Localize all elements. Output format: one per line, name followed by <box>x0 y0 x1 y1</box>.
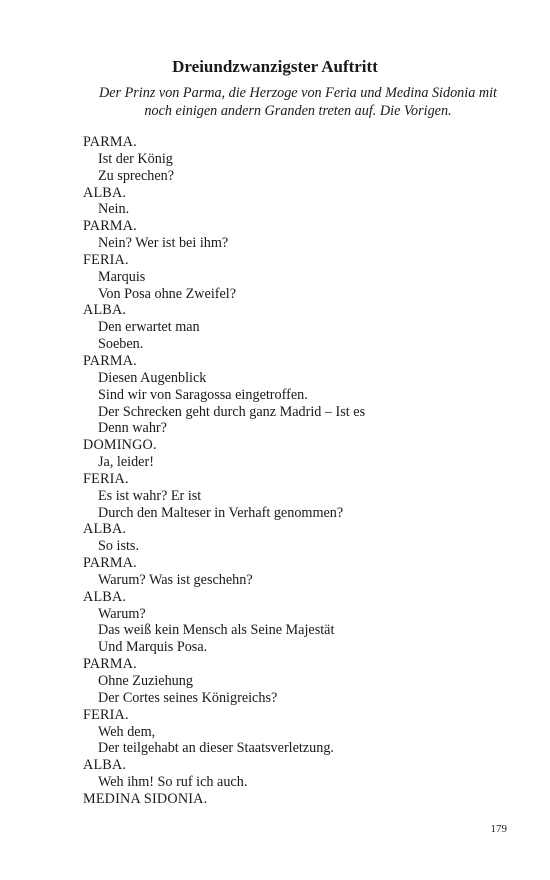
verse-line: Ja, leider! <box>98 454 154 471</box>
verse-line: Ohne Zuziehung <box>98 673 193 689</box>
speaker-name: ALBA. <box>83 757 127 774</box>
verse-line: Und Marquis Posa. <box>98 639 208 656</box>
verse-line: Der Cortes seines Königreichs? <box>98 689 278 706</box>
page-number: 179 <box>490 823 507 835</box>
speaker-name: PARMA. <box>83 218 137 235</box>
verse-line: Den erwartet man <box>98 319 200 336</box>
verse-line: Weh ihm! So ruf ich auch. <box>98 774 248 791</box>
speaker-name: FERIA. <box>83 470 129 487</box>
speaker-name: ALBA. <box>83 588 127 605</box>
verse-line: Marquis <box>98 268 146 285</box>
verse-line: Warum? <box>98 605 146 622</box>
speaker-name: FERIA. <box>83 706 129 723</box>
verse-line: Von Posa ohne Zweifel? <box>98 285 237 302</box>
verse-line: Denn wahr? <box>98 420 167 437</box>
speaker-name: PARMA. <box>83 555 137 572</box>
stage-direction: Der Prinz von Parma, die Herzoge von Feria und Medina Sidonia mit noch einigen andern Granden treten auf. Die Vorigen. <box>99 85 497 119</box>
speaker-name: ALBA. <box>83 184 127 201</box>
verse-line: Der teilgehabt an dieser Staatsverletzung. <box>98 740 334 757</box>
speaker-name: MEDINA SIDONIA. <box>83 790 208 807</box>
scene-title: Dreiundzwanzigster Auftritt <box>172 57 378 76</box>
speaker-name: PARMA. <box>83 656 137 673</box>
verse-line: Nein. <box>98 201 130 218</box>
verse-line: Diesen Augenblick <box>98 369 207 386</box>
verse-line: Soeben. <box>98 336 144 353</box>
verse-line: Warum? Was ist geschehn? <box>98 571 253 588</box>
dialogue-text <box>83 134 523 808</box>
verse-line: Der Schrecken geht durch ganz Madrid – Ist es <box>98 403 366 420</box>
speaker-name: ALBA. <box>83 302 127 319</box>
verse-line: So ists. <box>98 538 140 555</box>
verse-line: Sind wir von Saragossa eingetroffen. <box>98 386 308 403</box>
speaker-name: PARMA. <box>83 352 137 369</box>
verse-line: Durch den Malteser in Verhaft genommen? <box>98 504 344 521</box>
speaker-name: PARMA. <box>83 134 137 150</box>
verse-line: Nein? Wer ist bei ihm? <box>98 235 229 252</box>
speaker-name: DOMINGO. <box>83 437 157 454</box>
verse-line: Zu sprechen? <box>98 167 175 184</box>
speaker-name: FERIA. <box>83 251 129 268</box>
verse-line: Weh dem, <box>98 723 156 740</box>
verse-line: Das weiß kein Mensch als Seine Majestät <box>98 622 335 639</box>
verse-line: Ist der König <box>98 150 173 167</box>
verse-line: Es ist wahr? Er ist <box>98 487 202 504</box>
speaker-name: ALBA. <box>83 521 127 538</box>
